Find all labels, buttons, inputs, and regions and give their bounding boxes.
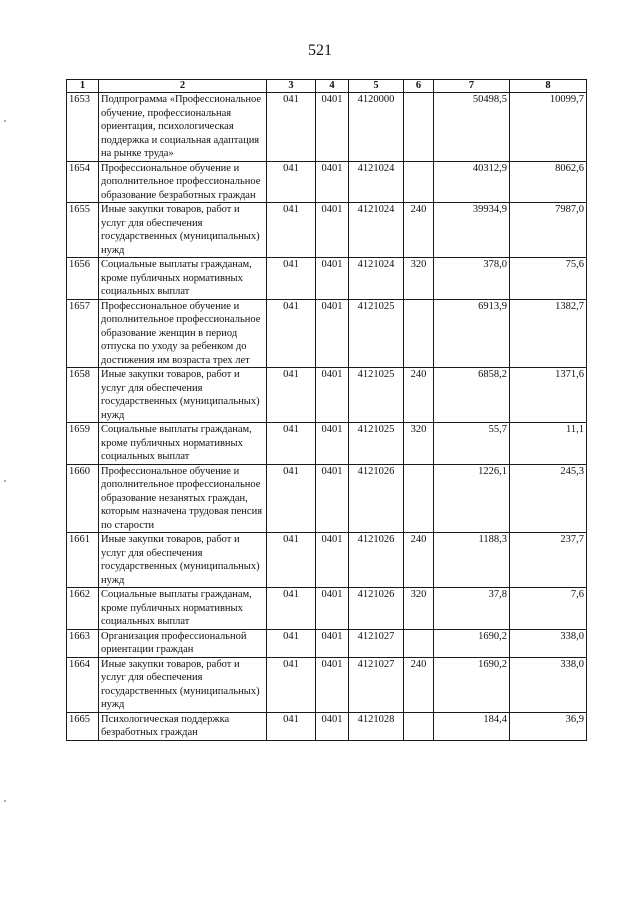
row-amount-share: 338,0	[510, 657, 587, 712]
row-amount-share: 10099,7	[510, 93, 587, 162]
row-number: 1658	[67, 368, 99, 423]
row-amount-total: 55,7	[434, 423, 510, 465]
table-row	[67, 423, 587, 465]
row-section-code: 0401	[316, 299, 349, 368]
row-expense-type: 240	[404, 533, 434, 588]
row-number: 1655	[67, 203, 99, 258]
row-amount-total: 184,4	[434, 712, 510, 740]
row-section-code: 0401	[316, 629, 349, 657]
row-name: Профессиональное обучение и дополнительное профессиональное образование женщин в период отпуска по уходу за ребенком до достижения им возраста трех лет	[99, 299, 267, 368]
row-target-code: 4121026	[349, 464, 404, 533]
row-section-code: 0401	[316, 423, 349, 465]
row-expense-type	[404, 464, 434, 533]
row-expense-type: 240	[404, 657, 434, 712]
row-ministry-code: 041	[267, 464, 316, 533]
row-expense-type: 240	[404, 203, 434, 258]
row-number: 1662	[67, 588, 99, 630]
header-col-4: 4	[316, 80, 349, 93]
row-amount-total: 1226,1	[434, 464, 510, 533]
table-row	[67, 629, 587, 657]
row-section-code: 0401	[316, 203, 349, 258]
row-name: Профессиональное обучение и дополнительное профессиональное образование безработных граждан	[99, 161, 267, 203]
row-ministry-code: 041	[267, 203, 316, 258]
table-row	[67, 588, 587, 630]
row-amount-total: 378,0	[434, 258, 510, 300]
row-expense-type: 320	[404, 588, 434, 630]
row-number: 1665	[67, 712, 99, 740]
row-expense-type	[404, 299, 434, 368]
header-col-6: 6	[404, 80, 434, 93]
table-row	[67, 712, 587, 740]
row-target-code: 4121024	[349, 203, 404, 258]
row-number: 1664	[67, 657, 99, 712]
table-row	[67, 93, 587, 162]
table-row	[67, 258, 587, 300]
row-target-code: 4121027	[349, 629, 404, 657]
row-ministry-code: 041	[267, 533, 316, 588]
row-amount-total: 1690,2	[434, 629, 510, 657]
row-target-code: 4120000	[349, 93, 404, 162]
row-ministry-code: 041	[267, 629, 316, 657]
header-col-3: 3	[267, 80, 316, 93]
row-ministry-code: 041	[267, 93, 316, 162]
row-amount-share: 1371,6	[510, 368, 587, 423]
row-name: Организация профессиональной ориентации граждан	[99, 629, 267, 657]
row-target-code: 4121025	[349, 423, 404, 465]
row-amount-share: 8062,6	[510, 161, 587, 203]
header-col-5: 5	[349, 80, 404, 93]
row-target-code: 4121024	[349, 161, 404, 203]
row-number: 1656	[67, 258, 99, 300]
row-name: Иные закупки товаров, работ и услуг для обеспечения государственных (муниципальных) нужд	[99, 533, 267, 588]
row-ministry-code: 041	[267, 258, 316, 300]
row-amount-share: 1382,7	[510, 299, 587, 368]
row-number: 1661	[67, 533, 99, 588]
row-target-code: 4121028	[349, 712, 404, 740]
row-amount-total: 1188,3	[434, 533, 510, 588]
row-expense-type: 240	[404, 368, 434, 423]
row-name: Социальные выплаты гражданам, кроме публичных нормативных социальных выплат	[99, 588, 267, 630]
row-expense-type	[404, 161, 434, 203]
row-name: Иные закупки товаров, работ и услуг для обеспечения государственных (муниципальных) нужд	[99, 657, 267, 712]
table-row	[67, 464, 587, 533]
row-section-code: 0401	[316, 657, 349, 712]
row-target-code: 4121025	[349, 299, 404, 368]
row-amount-share: 75,6	[510, 258, 587, 300]
table-header-row	[67, 80, 587, 93]
row-name: Профессиональное обучение и дополнительное профессиональное образование незанятых граждан, которым назначена трудовая пенсия по старости	[99, 464, 267, 533]
row-name: Иные закупки товаров, работ и услуг для обеспечения государственных (муниципальных) нужд	[99, 203, 267, 258]
row-amount-total: 1690,2	[434, 657, 510, 712]
margin-mark	[4, 480, 6, 482]
row-name: Социальные выплаты гражданам, кроме публичных нормативных социальных выплат	[99, 258, 267, 300]
row-amount-share: 36,9	[510, 712, 587, 740]
table-row	[67, 657, 587, 712]
budget-table	[66, 79, 587, 741]
row-ministry-code: 041	[267, 423, 316, 465]
row-name: Иные закупки товаров, работ и услуг для обеспечения государственных (муниципальных) нужд	[99, 368, 267, 423]
row-ministry-code: 041	[267, 712, 316, 740]
row-section-code: 0401	[316, 258, 349, 300]
row-expense-type	[404, 93, 434, 162]
row-amount-total: 6913,9	[434, 299, 510, 368]
row-amount-total: 39934,9	[434, 203, 510, 258]
row-ministry-code: 041	[267, 161, 316, 203]
row-ministry-code: 041	[267, 588, 316, 630]
row-expense-type: 320	[404, 258, 434, 300]
row-number: 1653	[67, 93, 99, 162]
row-number: 1663	[67, 629, 99, 657]
row-amount-total: 6858,2	[434, 368, 510, 423]
row-amount-share: 245,3	[510, 464, 587, 533]
table-row	[67, 533, 587, 588]
header-col-2: 2	[99, 80, 267, 93]
row-ministry-code: 041	[267, 368, 316, 423]
row-section-code: 0401	[316, 533, 349, 588]
table-row	[67, 299, 587, 368]
row-amount-total: 50498,5	[434, 93, 510, 162]
row-section-code: 0401	[316, 93, 349, 162]
row-section-code: 0401	[316, 368, 349, 423]
row-target-code: 4121024	[349, 258, 404, 300]
row-target-code: 4121027	[349, 657, 404, 712]
row-number: 1659	[67, 423, 99, 465]
row-section-code: 0401	[316, 588, 349, 630]
row-name: Подпрограмма «Профессиональное обучение, профессиональная ориентация, психологическая поддержка и социальная адаптация на рынке труда»	[99, 93, 267, 162]
row-target-code: 4121026	[349, 533, 404, 588]
row-amount-share: 237,7	[510, 533, 587, 588]
row-name: Психологическая поддержка безработных граждан	[99, 712, 267, 740]
header-col-8: 8	[510, 80, 587, 93]
row-number: 1657	[67, 299, 99, 368]
row-amount-share: 7,6	[510, 588, 587, 630]
row-amount-total: 37,8	[434, 588, 510, 630]
margin-mark	[4, 800, 6, 802]
row-ministry-code: 041	[267, 657, 316, 712]
row-number: 1660	[67, 464, 99, 533]
header-col-1: 1	[67, 80, 99, 93]
row-target-code: 4121025	[349, 368, 404, 423]
row-section-code: 0401	[316, 712, 349, 740]
row-name: Социальные выплаты гражданам, кроме публичных нормативных социальных выплат	[99, 423, 267, 465]
row-section-code: 0401	[316, 161, 349, 203]
row-number: 1654	[67, 161, 99, 203]
row-amount-share: 7987,0	[510, 203, 587, 258]
row-expense-type	[404, 712, 434, 740]
margin-mark	[4, 120, 6, 122]
table-row	[67, 161, 587, 203]
row-target-code: 4121026	[349, 588, 404, 630]
row-ministry-code: 041	[267, 299, 316, 368]
row-amount-share: 11,1	[510, 423, 587, 465]
table-body	[67, 93, 587, 741]
row-section-code: 0401	[316, 464, 349, 533]
page-number: 521	[308, 42, 332, 59]
row-amount-total: 40312,9	[434, 161, 510, 203]
row-expense-type	[404, 629, 434, 657]
header-col-7: 7	[434, 80, 510, 93]
table-row	[67, 203, 587, 258]
row-expense-type: 320	[404, 423, 434, 465]
row-amount-share: 338,0	[510, 629, 587, 657]
table-row	[67, 368, 587, 423]
